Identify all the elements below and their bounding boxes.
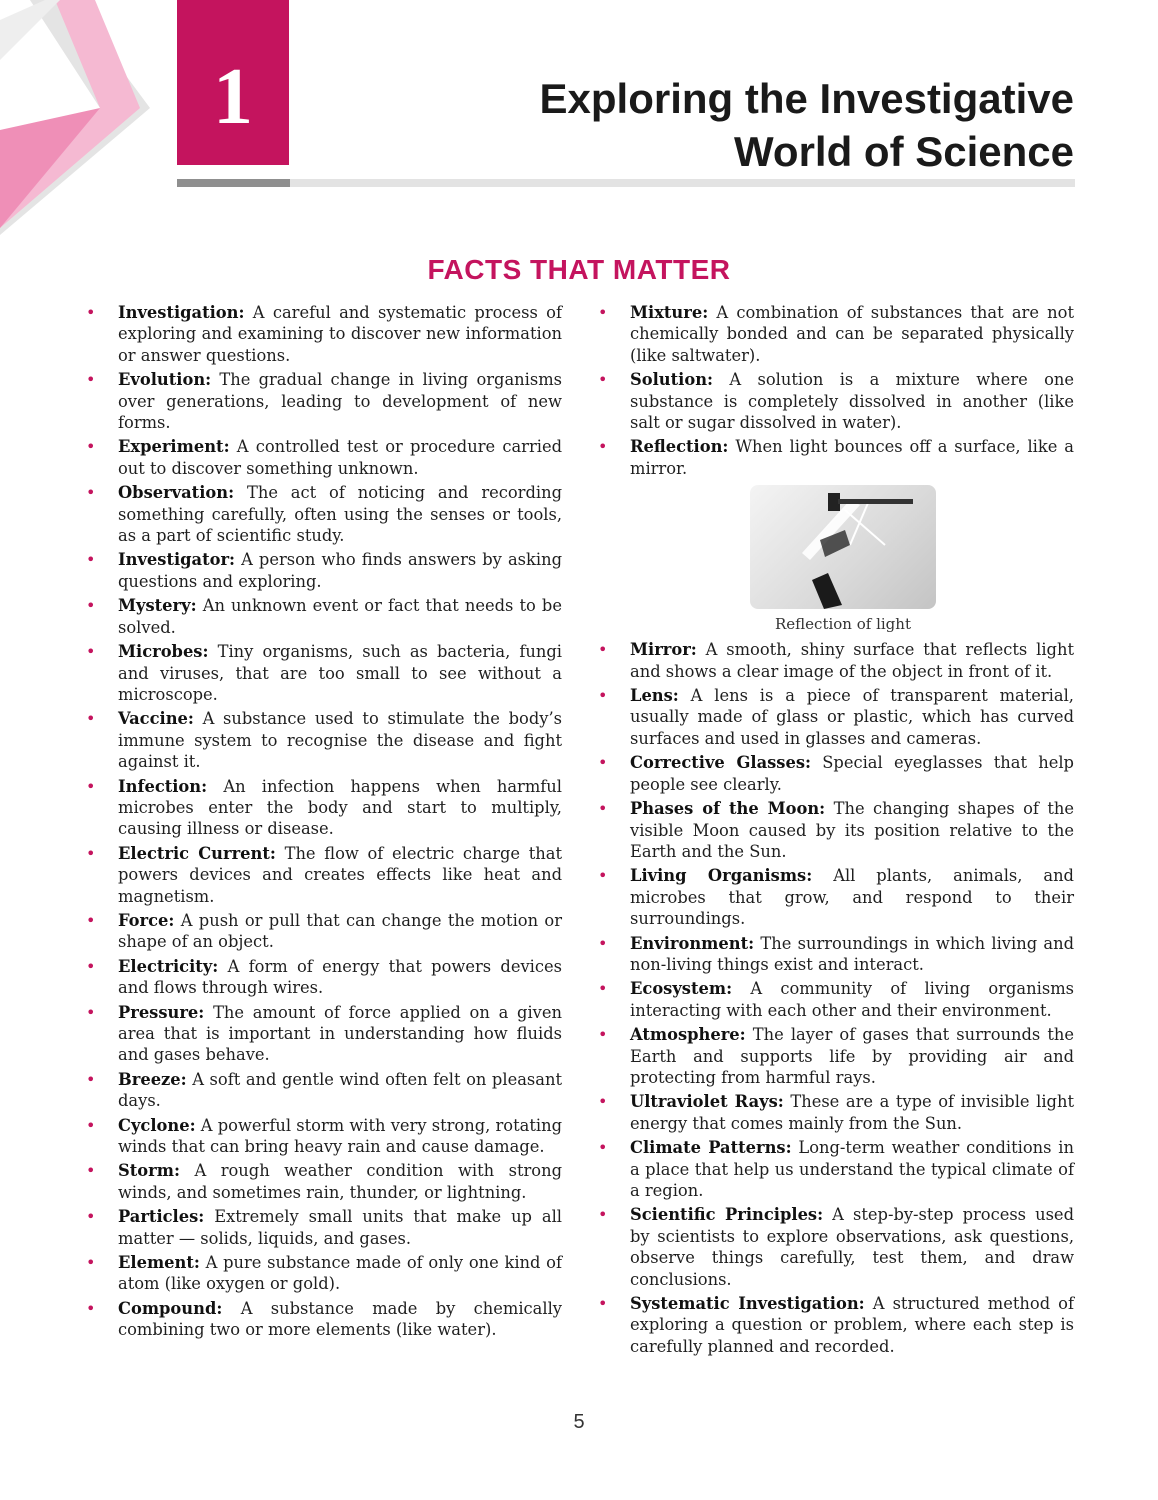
glossary-item (86, 1252, 562, 1295)
glossary-item (86, 482, 562, 546)
glossary-definition: Special eyeglasses that help people see clearly. (630, 753, 1074, 794)
bullet-icon: • (598, 303, 608, 322)
glossary-term: Storm: (118, 1161, 180, 1181)
glossary-item (86, 1115, 562, 1158)
section-heading: FACTS THAT MATTER (427, 254, 731, 285)
glossary-term: Particles: (118, 1207, 205, 1227)
glossary-item (86, 1298, 562, 1341)
bullet-icon: • (86, 843, 96, 863)
glossary-item (86, 1069, 562, 1112)
bullet-icon: • (86, 550, 96, 570)
glossary-term: Cyclone: (118, 1115, 196, 1135)
glossary-term: Mirror: (630, 640, 697, 660)
header-rule-dark (177, 179, 290, 187)
glossary-item (86, 776, 562, 840)
glossary-term: Climate Patterns: (630, 1138, 792, 1158)
chapter-title-line2: World of Science (734, 128, 1074, 175)
glossary-item (598, 302, 1074, 366)
glossary-term: Breeze: (118, 1069, 187, 1089)
glossary-definition: A step-by-step process used by scientists to explore observations, ask questions, observe things carefully, test them, and draw conclusions. (630, 1205, 1074, 1289)
glossary-definition: The amount of force applied on a given area that is important in understanding how fluids and gases behave. (118, 1002, 562, 1065)
bullet-icon: • (598, 370, 608, 390)
glossary-term: Scientific Principles: (630, 1205, 824, 1225)
glossary-term: Microbes: (118, 642, 209, 662)
glossary-term: Ecosystem: (630, 979, 733, 999)
glossary-term: Environment: (630, 933, 755, 953)
bullet-icon: • (86, 776, 96, 796)
glossary-definition: A rough weather condition with strong winds, and sometimes rain, thunder, or lightning. (118, 1161, 562, 1202)
page-number: 5 (573, 1411, 585, 1433)
glossary-definition: A soft and gentle wind often felt on pleasant days. (118, 1069, 562, 1111)
glossary-item (598, 1137, 1074, 1201)
glossary-definition: A form of energy that powers devices and flows through wires. (118, 956, 562, 998)
glossary-term: Investigator: (118, 550, 236, 570)
bullet-icon: • (86, 910, 96, 930)
bullet-icon: • (598, 1025, 608, 1045)
glossary-item (598, 933, 1074, 976)
glossary-term: Atmosphere: (630, 1025, 746, 1045)
bullet-icon: • (598, 686, 608, 706)
glossary-term: Infection: (118, 776, 208, 796)
corner-decoration (0, 0, 150, 235)
glossary-item (86, 436, 562, 479)
glossary-term: Living Organisms: (630, 866, 813, 886)
glossary-definition: A controlled test or procedure carried out to discover something unknown. (118, 437, 562, 478)
glossary-definition: When light bounces off a surface, like a mirror. (630, 437, 1074, 478)
glossary-item (598, 436, 1074, 479)
bullet-icon: • (86, 437, 96, 457)
glossary-item (86, 641, 562, 705)
bullet-icon: • (86, 1298, 96, 1318)
figure-caption: Reflection of light (775, 615, 911, 634)
glossary-item (598, 639, 1074, 682)
glossary-definition: A solution is a mixture where one substance is completely dissolved in another (like salt or sugar dissolved in water). (630, 370, 1074, 433)
bullet-icon: • (598, 753, 608, 773)
bullet-icon: • (86, 1253, 96, 1273)
bullet-icon: • (86, 642, 96, 662)
glossary-definition: A powerful storm with very strong, rotating winds that can bring heavy rain and cause damage. (118, 1115, 562, 1157)
glossary-term: Pressure: (118, 1002, 205, 1022)
glossary-term: Experiment: (118, 437, 230, 457)
bullet-icon: • (86, 1069, 96, 1089)
glossary-definition: A community of living organisms interacting with each other and their environment. (630, 979, 1074, 1020)
glossary-definition: Long-term weather conditions in a place that help us understand the typical climate of a region. (630, 1138, 1074, 1200)
glossary-definition: A substance made by chemically combining two or more elements (like water). (118, 1298, 562, 1340)
glossary-term: Electricity: (118, 956, 219, 976)
right-column-list (598, 302, 1074, 1360)
glossary-definition: A substance used to stimulate the body’s immune system to recognise the disease and fight against it. (118, 709, 562, 772)
glossary-item (598, 1204, 1074, 1290)
glossary-item (598, 865, 1074, 929)
glossary-definition: The changing shapes of the visible Moon caused by its position relative to the Earth and the Sun. (630, 799, 1074, 861)
glossary-definition: Tiny organisms, such as bacteria, fungi and viruses, that are too small to see without a microscope. (118, 642, 562, 704)
glossary-term: Ultraviolet Rays: (630, 1092, 784, 1112)
glossary-definition: A person who finds answers by asking questions and exploring. (118, 550, 562, 591)
bullet-icon: • (598, 1294, 608, 1314)
glossary-item (86, 1002, 562, 1066)
bullet-icon: • (86, 1002, 96, 1022)
glossary-item (86, 1206, 562, 1249)
glossary-definition: An unknown event or fact that needs to be solved. (118, 596, 562, 637)
glossary-definition: All plants, animals, and microbes that grow, and respond to their surroundings. (630, 866, 1074, 929)
glossary-term: Investigation: (118, 303, 245, 322)
glossary-term: Corrective Glasses: (630, 753, 812, 773)
chapter-title-line1: Exploring the Investigative (539, 75, 1074, 122)
bullet-icon: • (86, 370, 96, 390)
glossary-item (86, 843, 562, 907)
bullet-icon: • (598, 1205, 608, 1225)
glossary-item (598, 369, 1074, 433)
glossary-item (86, 910, 562, 953)
bullet-icon: • (598, 640, 608, 660)
glossary-definition: A smooth, shiny surface that reflects light and shows a clear image of the object in front of it. (630, 640, 1074, 681)
chapter-number-badge (177, 0, 289, 165)
glossary-term: Systematic Investigation: (630, 1294, 865, 1314)
glossary-item (598, 978, 1074, 1021)
bullet-icon: • (598, 1092, 608, 1112)
bullet-icon: • (86, 596, 96, 616)
glossary-term: Element: (118, 1253, 200, 1273)
bullet-icon: • (86, 1161, 96, 1181)
reflection-of-light-image (750, 485, 936, 609)
reflection-figure (598, 485, 1074, 633)
glossary-item (86, 302, 562, 366)
bullet-icon: • (598, 866, 608, 886)
glossary-term: Lens: (630, 686, 679, 706)
glossary-item (86, 549, 562, 592)
glossary-definition: Extremely small units that make up all matter — solids, liquids, and gases. (118, 1207, 562, 1248)
bullet-icon: • (598, 933, 608, 953)
glossary-definition: A structured method of exploring a question or problem, where each step is carefully planned and recorded. (630, 1294, 1074, 1356)
glossary-term: Force: (118, 910, 175, 930)
bullet-icon: • (86, 956, 96, 976)
glossary-term: Observation: (118, 483, 235, 503)
glossary-item (86, 956, 562, 999)
bullet-icon: • (598, 979, 608, 999)
glossary-item (598, 798, 1074, 862)
left-column-list (86, 302, 562, 1344)
glossary-definition: These are a type of invisible light energy that comes mainly from the Sun. (630, 1092, 1074, 1133)
chapter-number: 1 (213, 53, 253, 141)
glossary-term: Mixture: (630, 303, 709, 322)
bullet-icon: • (598, 799, 608, 819)
glossary-definition: A combination of substances that are not chemically bonded and can be separated physically (like saltwater). (630, 303, 1074, 365)
glossary-definition: An infection happens when harmful microbes enter the body and start to multiply, causing illness or disease. (118, 776, 562, 839)
glossary-item (598, 752, 1074, 795)
glossary-definition: A pure substance made of only one kind of atom (like oxygen or gold). (118, 1253, 562, 1294)
chapter-title (540, 72, 1074, 178)
glossary-definition: The flow of electric charge that powers devices and creates effects like heat and magnetism. (118, 843, 562, 906)
glossary-item (598, 1024, 1074, 1088)
bullet-icon: • (86, 1115, 96, 1135)
glossary-term: Solution: (630, 370, 714, 390)
glossary-item (86, 1160, 562, 1203)
glossary-term: Mystery: (118, 596, 197, 616)
glossary-definition: The layer of gases that surrounds the Earth and supports life by providing air and protecting from harmful rays. (630, 1025, 1074, 1087)
bullet-icon: • (598, 1138, 608, 1158)
bullet-icon: • (86, 1207, 96, 1227)
glossary-term: Evolution: (118, 370, 212, 390)
glossary-definition: A push or pull that can change the motion or shape of an object. (118, 910, 562, 952)
glossary-definition: A lens is a piece of transparent material, usually made of glass or plastic, which has curved surfaces and used in glasses and cameras. (630, 686, 1074, 748)
glossary-definition: The gradual change in living organisms over generations, leading to development of new forms. (118, 370, 562, 433)
glossary-item (598, 1091, 1074, 1134)
bullet-icon: • (86, 483, 96, 503)
bullet-icon: • (86, 303, 96, 322)
glossary-definition: The act of noticing and recording something carefully, often using the senses or tools, as a part of scientific study. (118, 483, 562, 546)
glossary-definition: The surroundings in which living and non-living things exist and interact. (630, 933, 1074, 974)
glossary-definition: A careful and systematic process of exploring and examining to discover new information or answer questions. (118, 303, 562, 365)
glossary-term: Electric Current: (118, 843, 276, 863)
glossary-term: Vaccine: (118, 709, 194, 729)
header-rule-light (290, 179, 1075, 187)
glossary-item (598, 1293, 1074, 1357)
glossary-item (86, 369, 562, 433)
glossary-item (86, 708, 562, 772)
glossary-term: Compound: (118, 1298, 223, 1318)
glossary-item (598, 685, 1074, 749)
bullet-icon: • (598, 437, 608, 457)
bullet-icon: • (86, 709, 96, 729)
glossary-item (86, 595, 562, 638)
glossary-term: Reflection: (630, 437, 729, 457)
glossary-term: Phases of the Moon: (630, 799, 826, 819)
